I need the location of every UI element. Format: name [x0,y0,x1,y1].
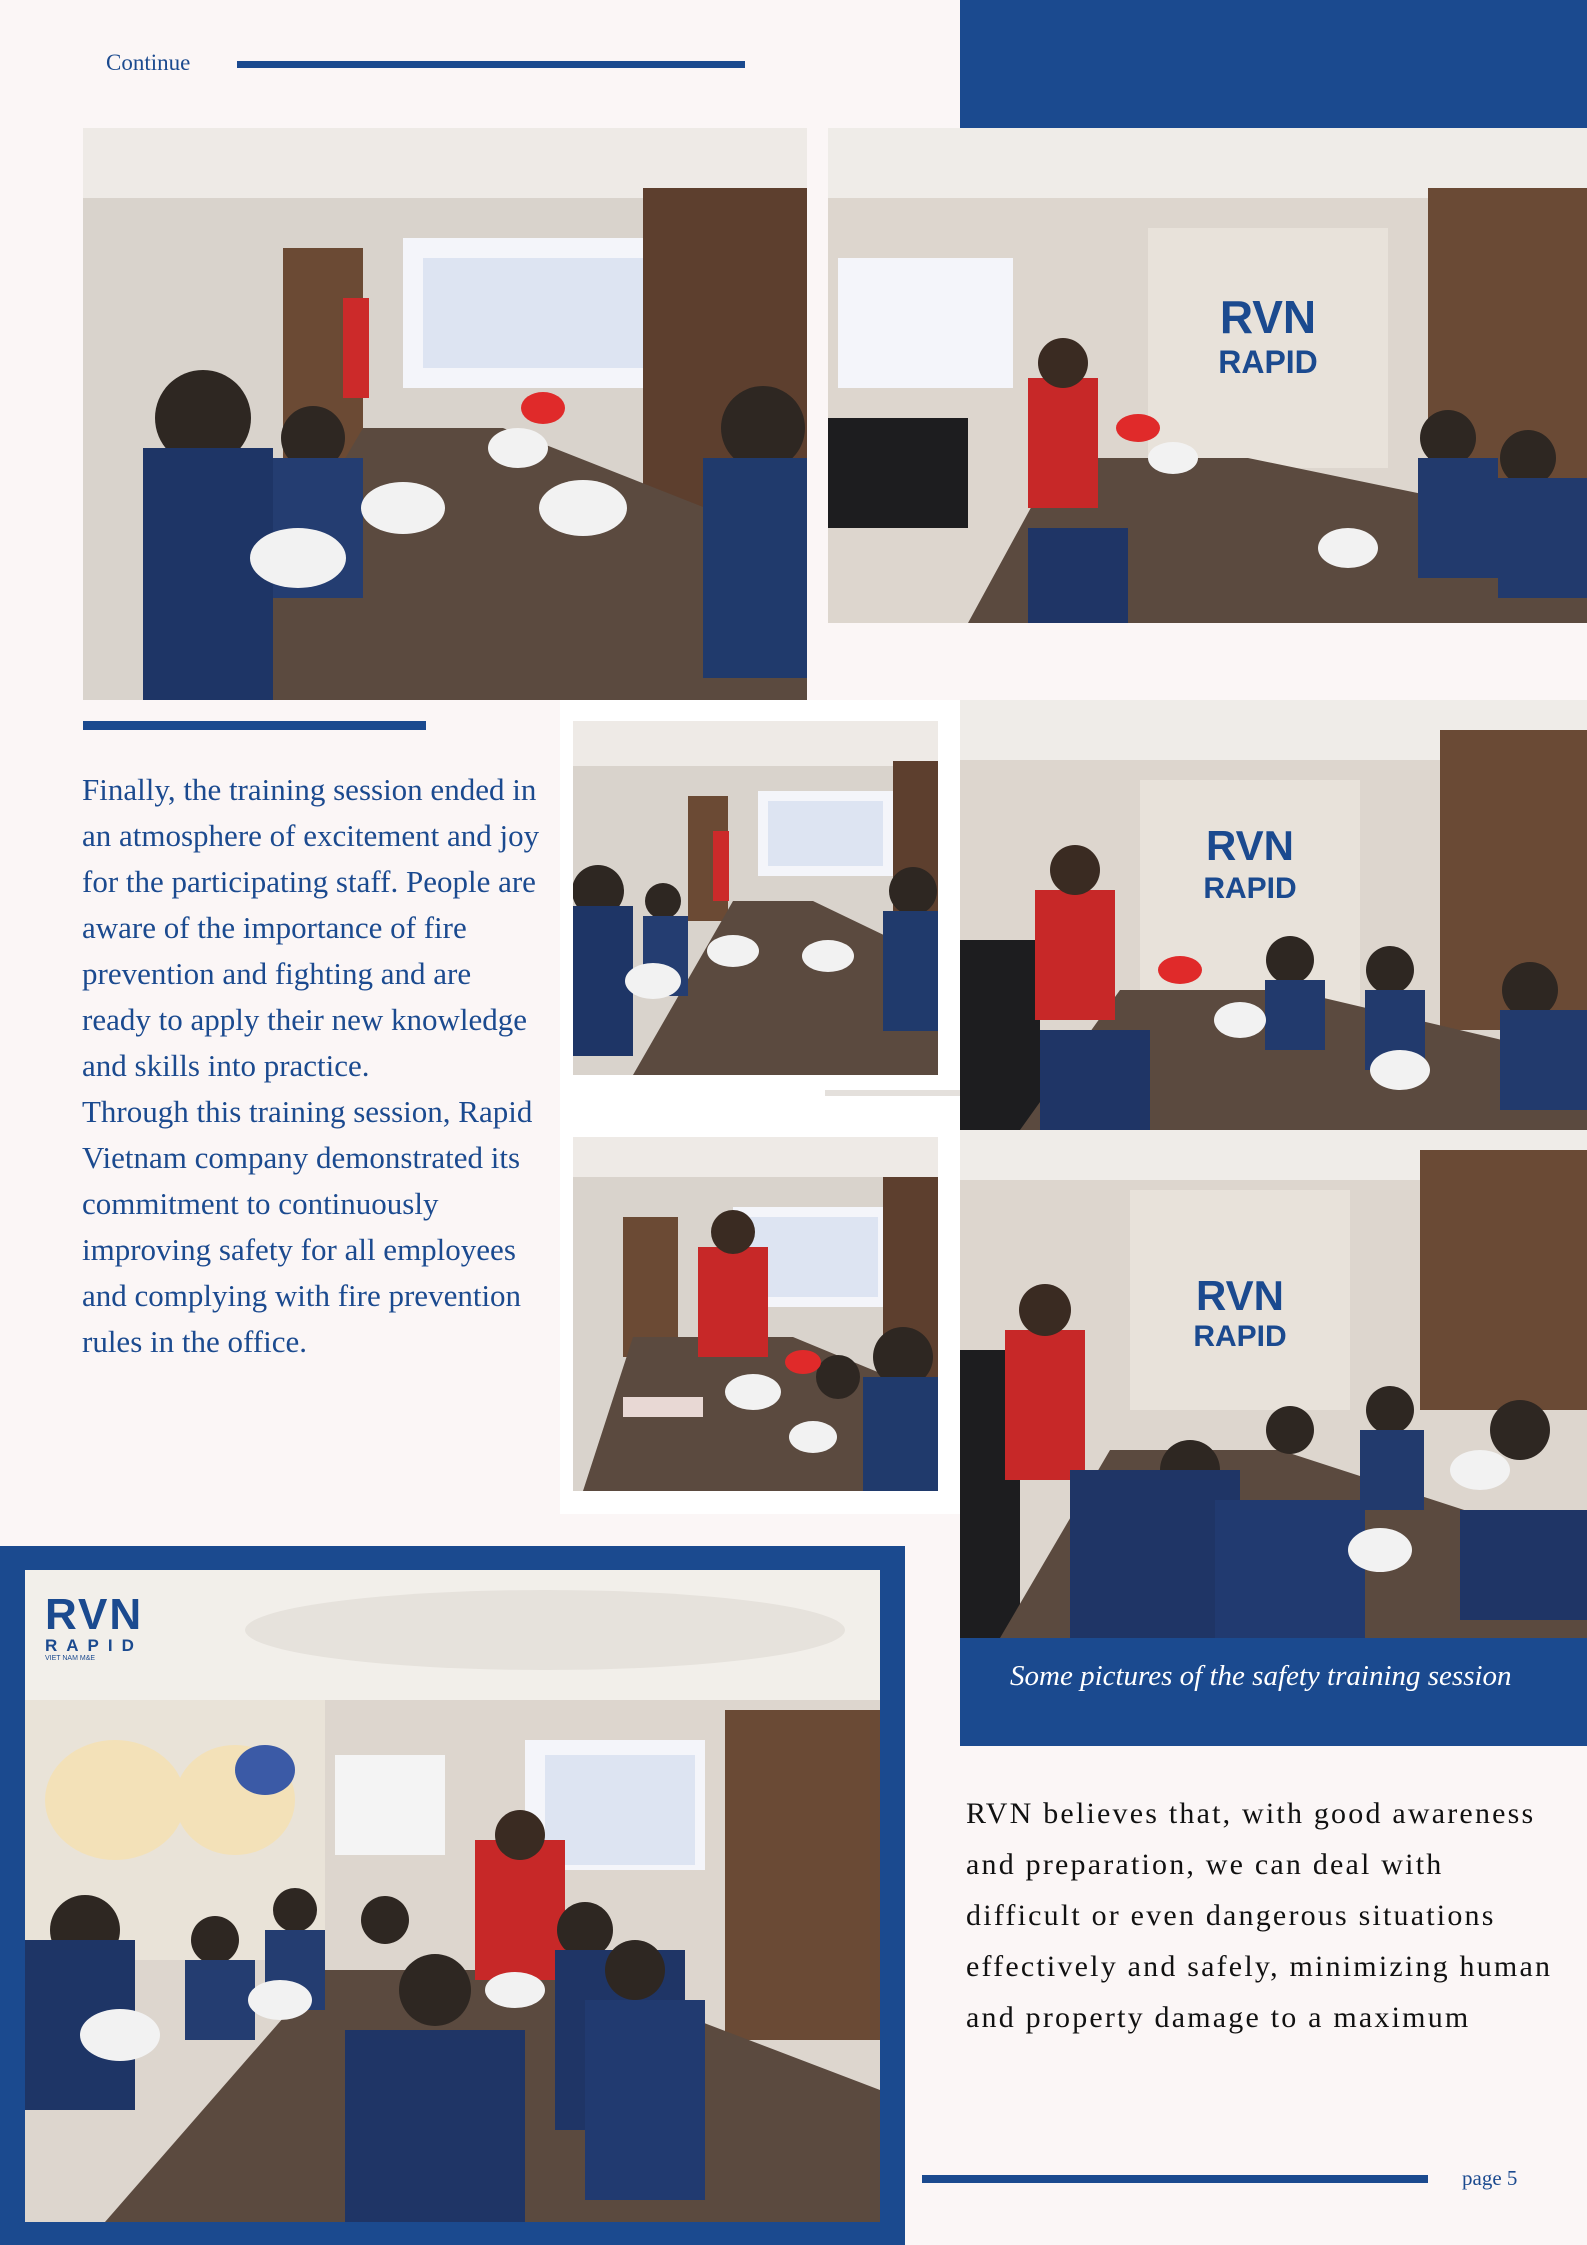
body-rule [83,721,426,730]
paragraph-2: Through this training session, Rapid Vietnam company demonstrated its commitment to continuously improving safety for all employees and complying with fire prevention rules in the office. [82,1094,533,1359]
photo-training-room-2 [828,128,1587,623]
svg-text:RVN: RVN [1206,822,1294,869]
logo-rapid: RAPID [45,1636,143,1655]
svg-text:RAPID: RAPID [1193,1320,1287,1353]
photo-training-room-3 [960,700,1587,1130]
header-rule [237,61,745,68]
paragraph-1: Finally, the training session ended in an atmosphere of excitement and joy for the participating staff. People are aware of the importance of fire prevention and fighting and are ready to apply their new knowledge and skills into practice. [82,772,540,1083]
logo-rvn: RVN [45,1590,144,1639]
continue-label: Continue [106,50,191,75]
photo-training-room-1 [83,128,807,700]
svg-text:RAPID: RAPID [1218,344,1318,380]
closing-text: RVN believes that, with good awareness and preparation, we can deal with difficult or even dangerous situations effectively and safely, minimizing human and property damage to a maximum [966,1797,1553,2034]
body-text [82,767,542,1365]
photo-training-room-6 [573,1137,938,1491]
page-number: page 5 [1462,2166,1518,2190]
svg-text:RVN: RVN [1196,1272,1284,1319]
caption-text: Some pictures of the safety training session [1010,1660,1512,1692]
photo-training-room-7 [25,1570,880,2222]
photo-frame-edge [825,1090,960,1096]
header-accent-block [960,0,1587,128]
svg-text:RVN: RVN [1219,291,1317,343]
logo-subtitle: VIET NAM M&E [45,1655,96,1662]
photo-training-room-5 [573,721,938,1075]
svg-text:RAPID: RAPID [1203,872,1297,905]
photo-training-room-4 [960,1130,1587,1638]
rvn-logo [45,1590,175,1662]
caption-box [960,1638,1587,1746]
footer-rule [922,2175,1428,2183]
